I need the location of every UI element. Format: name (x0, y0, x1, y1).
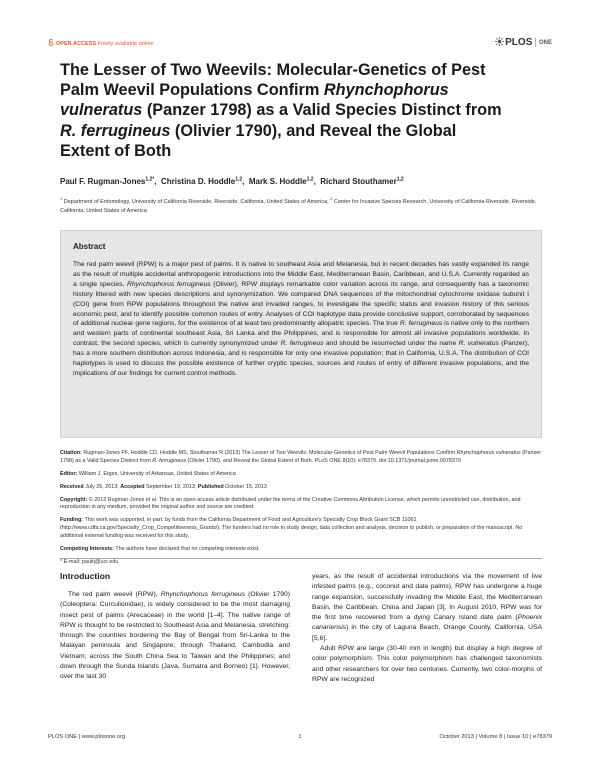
title-part: Extent of Both (60, 141, 172, 160)
author-list (60, 176, 550, 186)
title-part: The Lesser of Two Weevils: Molecular-Genetics of Pest (60, 61, 486, 79)
paragraph: Adult RPW are large (30-40 mm in length) but display a high degree of color polymorphism. This color polymorphism has challenged taxonomists and other researchers for over two centuries. Currently, two color-morphs of RPW are recognized (312, 645, 542, 683)
funding: Funding: This work was supported, in part, by funds from the California Department of Food and Agriculture's Specialty Crop Block Grant SCB 11061 (http://www.cdfa.ca.gov/Specialty_Crop_Competitiveness_Grants/). The funders had no role in study design, data collection and analysis, decision to publish, or preparation of the manuscript. No additional external funding was received for this study. (60, 517, 523, 539)
journal-logo-suffix: ONE (538, 40, 552, 46)
body-column-left (60, 590, 290, 683)
page-header (48, 37, 552, 51)
citation: Citation: Rugman-Jones PF, Hoddle CD, Hoddle MS, Stouthamer R (2013) The Lesser of Two Weevils: Molecular-Genetics of Pest Palm Weevil Populations Confirm Rhynchophorus vulneratus (Panzer 1798) as a Valid Species Distinct from R. ferrugineus (Olivier 1790), and Reveal the Global Extent of Both. PLoS ONE 8(10): e78379. doi:10.1371/journal.pone.0078379 (60, 450, 542, 464)
dates: Received July 25, 2013; Accepted September 19, 2013; Published October 15, 2013 (60, 483, 267, 490)
journal-logo (495, 37, 552, 48)
plos-sun-icon (495, 37, 504, 46)
affiliations: $^1$ Department of Entomology, University of California Riverside, Riverside, California, United States of America, $^2$ Center for Invasive Species Research, University of California Riverside, Riverside, California, United States of America (60, 196, 537, 214)
corresponding-email: * E-mail: paulrj@ucr.edu (60, 558, 119, 565)
abstract-box (60, 230, 542, 438)
journal-logo-text: PLOS (505, 37, 533, 48)
affiliation-2: Center for Invasive Species Research, University of California Riverside, Riverside, California, United States of America (60, 198, 537, 214)
author: Christina D. Hoddle$^{1,2}$, (160, 176, 245, 186)
author: Mark S. Hoddle$^{1,2}$, (248, 176, 316, 186)
introduction-heading: Introduction (60, 571, 111, 581)
oa-label: OPEN ACCESS (56, 41, 97, 47)
logo-divider: | (534, 37, 537, 48)
article-title (60, 60, 540, 161)
affiliation-1: Department of Entomology, University of California Riverside, Riverside, California, United States of America, (63, 198, 329, 205)
footer-journal: PLOS ONE | www.plosone.org (48, 734, 126, 740)
open-access-badge (48, 39, 154, 47)
copyright: Copyright: © 2013 Rugman-Jones et al. This is an open-access article distributed under the terms of the Creative Commons Attribution License, which permits unrestricted use, distribution, and reproduction in any medium, provided the original author and source are credited. (60, 496, 521, 511)
body-column-right (312, 572, 542, 685)
title-species: R. ferrugineus (60, 121, 171, 140)
paragraph: years, as the result of accidental introductions via the movement of live infested palms (e.g., coconut and date palms), RPW has undergone a huge range expansion, successfully invading the Middle East, the Mediterranean Basin, the Caribbean, China and Japan [3]. In August 2010, RPW was for the first time recovered from a dying Canary Island date palm (Phoenix canariensis) in the city of Laguna Beach, Orange County, California, USA [5,6]. (312, 573, 542, 642)
title-part: Palm Weevil Populations Confirm (60, 81, 320, 100)
title-species: Rhynchophorus (323, 81, 449, 100)
page-number: 1 (298, 734, 302, 740)
page-footer (48, 734, 552, 744)
title-part: (Olivier 1790), and Reveal the Global (174, 121, 457, 140)
author: Richard Stouthamer$^{1,2}$ (320, 176, 404, 186)
abstract-heading: Abstract (73, 242, 106, 251)
editor: Editor: William J. Etges, University of Arkansas, United States of America (60, 470, 236, 477)
oa-tagline: Freely available online (97, 41, 154, 47)
paragraph: The red palm weevil (RPW), Rhynchophorus ferrugineus (Olivier 1790) (Coleoptera: Curculionidae), is widely considered to be the most damaging insect pest of palms (Arecaceae) in the world [1–4]. The native range of RPW is thought to be restricted to Southeast Asia and Melanesia, stretching: through the countries bordering the Bay of Bengal from Sri-Lanka to the Malayan peninsula and Singapore; through Thailand, Cambodia and Vietnam; across the South China Sea to Taiwan and the Philippines; and down through the Sunda Islands (Java, Sumatra and Borneo) [1]. However, over the last 30 (60, 591, 290, 681)
title-species: vulneratus (60, 101, 143, 120)
open-lock-icon (48, 39, 54, 46)
author: Paul F. Rugman-Jones$^{1,2*}$, (60, 176, 157, 186)
section-divider (60, 558, 542, 559)
footer-issue: October 2013 | Volume 8 | Issue 10 | e78379 (439, 734, 552, 740)
competing-interests: Competing Interests: The authors have declared that no competing interests exist. (60, 545, 260, 552)
title-part: (Panzer 1798) as a Valid Species Distinct from (146, 101, 502, 120)
article-metadata (60, 450, 542, 572)
abstract-text: The red palm weevil (RPW) is a major pest of palms. It is native to southeast Asia and Melanesia, but in recent decades has vastly expanded its range as the result of multiple accidental anthropogenic introductions into the Middle East, Mediterranean Basin, Caribbean, and U.S.A. Currently regarded as a single species, Rhynchophorus ferrugineus (Olivier), RPW displays remarkable color variation across its range, and consequently has a taxonomic history littered with new species descriptions and synonymization. We compared DNA sequences of the mitochondrial cytochrome oxidase subunit I (COI) gene from RPW populations throughout the native and invaded ranges, to investigate the specific status and invasion history of this serious economic pest, and to identify possible common routes of entry. Analyses of COI haplotype data provide conclusive support, corroborated by sequences of additional nuclear gene regions, for the existence of at least two predominantly allopatric species. The true R. ferrugineus is native only to the northern and western parts of continental southeast Asia, Sri Lanka and the Philippines, and is responsible for almost all invasive populations worldwide. In contrast, the second species, which is currently synonymized under R. ferrugineus and should be resurrected under the name R. vulneratus (Panzer), has a more southern distribution across Indonesia, and is responsible for only one invasive population; that in California, U.S.A. The distribution of COI haplotypes is used to discuss the possible existence of further cryptic species, sources and routes of entry of different invasive populations, and the implications of our findings for current control methods. (73, 261, 529, 377)
